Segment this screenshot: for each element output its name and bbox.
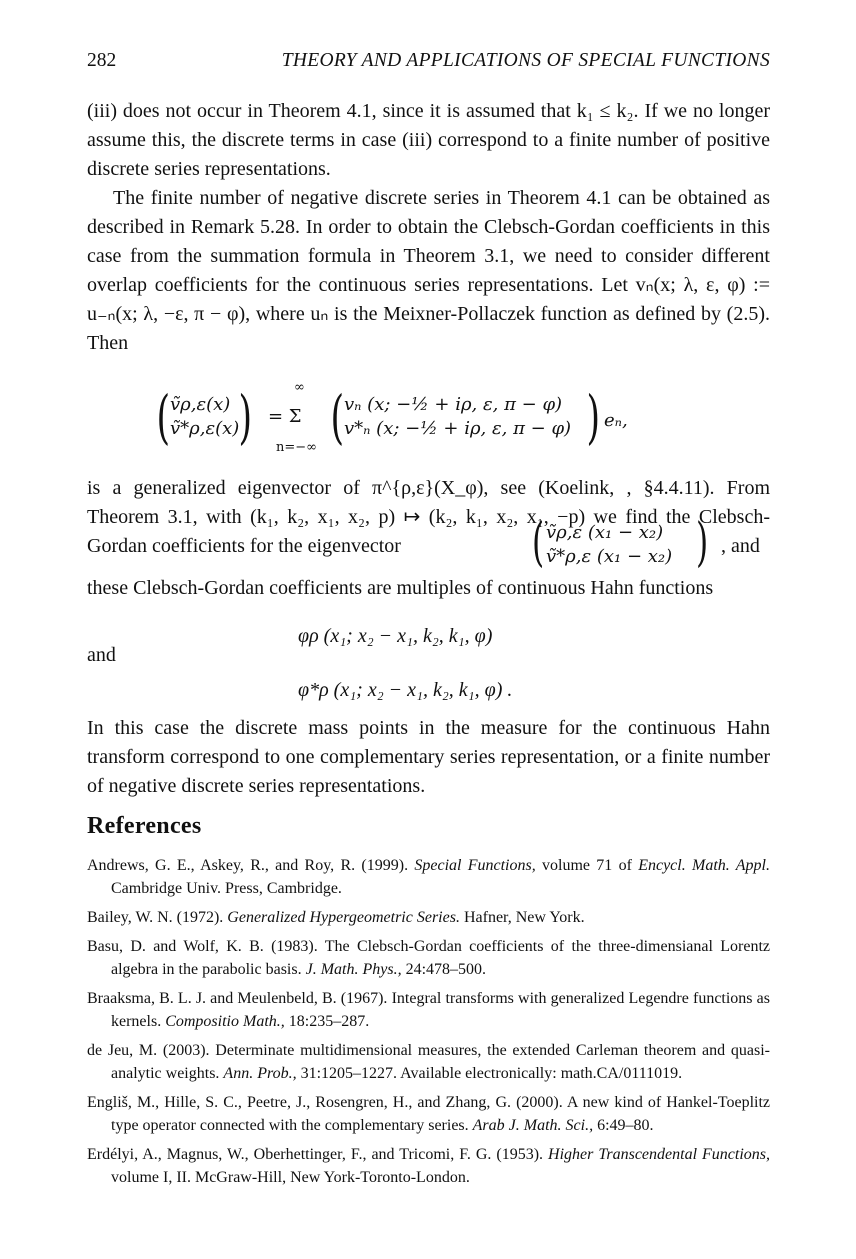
ref-text: 6:49–80.	[593, 1117, 654, 1134]
reference-item	[87, 854, 770, 900]
ref-italic: Higher Transcendental Functions,	[548, 1146, 771, 1163]
rhs-bottom: v*ₙ (x; −½ + iρ, ε, π − φ)	[344, 418, 572, 439]
ref-text: de Jeu, M. (2003). Determinate multidimensional measures, the extended Carleman theorem and quasi-analytic weights.	[87, 1042, 770, 1082]
hahn-function-1: φρ (x₁; x₂ − x₁, k₂, k₁, φ)	[298, 625, 493, 647]
ref-italic: Ann. Prob.,	[223, 1065, 297, 1082]
hahn-function-2: φ*ρ (x₁; x₂ − x₁, k₂, k₁, φ) .	[298, 679, 513, 701]
rhs-top: vₙ (x; −½ + iρ, ε, π − φ)	[344, 394, 563, 415]
reference-item	[87, 935, 770, 981]
body-text-3	[87, 574, 770, 603]
eigen-left-paren: (	[532, 513, 545, 573]
body-text-4	[87, 714, 770, 801]
ref-text: 31:1205–1227. Available electronically: math.CA/0111019.	[296, 1065, 683, 1082]
body-text	[87, 97, 770, 358]
eigenvector-matrix	[532, 513, 726, 574]
reference-item	[87, 906, 770, 929]
rhs-left-paren: (	[330, 383, 345, 451]
references-heading: References	[87, 813, 202, 839]
ref-text: Cambridge Univ. Press, Cambridge.	[111, 880, 342, 897]
page-header	[87, 50, 770, 80]
ref-text: Erdélyi, A., Magnus, W., Oberhettinger, F., and Tricomi, F. G. (1953).	[87, 1146, 549, 1163]
paragraph-3-and: , and	[721, 535, 760, 557]
sum-upper: ∞	[294, 380, 305, 395]
ref-text: 18:235–287.	[284, 1013, 370, 1030]
display-equation-sum	[158, 382, 718, 464]
ref-text: 24:478–500.	[401, 961, 487, 978]
ref-text: Andrews, G. E., Askey, R., and Roy, R. (1999).	[87, 857, 415, 874]
lhs-bottom: ṽ*ρ,ε(x)	[170, 418, 240, 439]
reference-item	[87, 1039, 770, 1085]
reference-item	[87, 987, 770, 1033]
eigen-bottom: ṽ*ρ,ε (x₁ − x₂)	[546, 546, 673, 567]
ref-italic: Compositio Math.,	[165, 1013, 285, 1030]
paragraph-4: In this case the discrete mass points in the measure for the continuous Hahn transform correspond to one complementary series representation, or a finite number of negative discrete series representations.	[87, 717, 770, 797]
ref-text: Braaksma, B. L. J. and Meulenbeld, B. (1967). Integral transforms with generalized Legendre functions as kernels.	[87, 990, 770, 1030]
paragraph-3-text: is a generalized eigenvector of π^{ρ,ε}(X_φ), see (Koelink, , §4.4.11). From Theorem 3.1, with (k₁, k₂, x₁, x₂, p) ↦ (k₂, k₁, x₂, x₁, −p) we find the Clebsch-Gordan coefficients for the eigenvector	[87, 477, 770, 557]
sum-lower: n=−∞	[276, 440, 317, 455]
eigen-right-paren: )	[696, 513, 709, 573]
reference-item	[87, 1091, 770, 1137]
rhs-right-paren: )	[586, 383, 601, 451]
left-paren: (	[156, 383, 171, 451]
right-paren: )	[238, 383, 253, 451]
paragraph-3c: these Clebsch-Gordan coefficients are multiples of continuous Hahn functions	[87, 577, 714, 599]
eigen-top: ṽρ,ε (x₁ − x₂)	[546, 522, 664, 543]
ref-italic: Arab J. Math. Sci.,	[472, 1117, 594, 1134]
and-connector: and	[87, 644, 116, 666]
ref-text: volume I, II. McGraw-Hill, New York-Toronto-London.	[111, 1169, 470, 1186]
page-number: 282	[87, 50, 117, 71]
equals-sum: = Σ	[268, 406, 302, 427]
ref-italic: Encycl. Math. Appl.	[638, 857, 770, 874]
ref-italic: J. Math. Phys.,	[305, 961, 402, 978]
ref-italic: Special Functions,	[414, 857, 536, 874]
references-list	[87, 854, 770, 1195]
reference-item	[87, 1143, 770, 1189]
rhs-factor: eₙ,	[604, 410, 628, 431]
paragraph-2: The finite number of negative discrete series in Theorem 4.1 can be obtained as described in Remark 5.28. In order to obtain the Clebsch-Gordan coefficients in this case from the summation formula in Theorem 3.1, we need to consider different overlap coefficients for the continuous series representations. Let vₙ(x; λ, ε, φ) := u₋ₙ(x; λ, −ε, π − φ), where uₙ is the Meixner-Pollaczek function as defined by (2.5). Then	[87, 187, 770, 354]
paragraph-1: (iii) does not occur in Theorem 4.1, since it is assumed that k₁ ≤ k₂. If we no longer assume this, the discrete terms in case (iii) correspond to a finite number of positive discrete series representations.	[87, 100, 770, 180]
ref-text: Basu, D. and Wolf, K. B. (1983). The Clebsch-Gordan coefficients of the three-dimensianal Lorentz algebra in the parabolic basis.	[87, 938, 770, 978]
ref-text: Bailey, W. N. (1972).	[87, 909, 228, 926]
ref-text: Engliš, M., Hille, S. C., Peetre, J., Rosengren, H., and Zhang, G. (2000). A new kind of Hankel-Toeplitz type operator connected with the complementary series.	[87, 1094, 770, 1134]
ref-text: volume 71 of	[535, 857, 639, 874]
ref-italic: Generalized Hypergeometric Series.	[227, 909, 460, 926]
ref-text: Hafner, New York.	[459, 909, 585, 926]
lhs-top: ṽρ,ε(x)	[170, 394, 231, 415]
running-head: THEORY AND APPLICATIONS OF SPECIAL FUNCTIONS	[281, 50, 770, 71]
